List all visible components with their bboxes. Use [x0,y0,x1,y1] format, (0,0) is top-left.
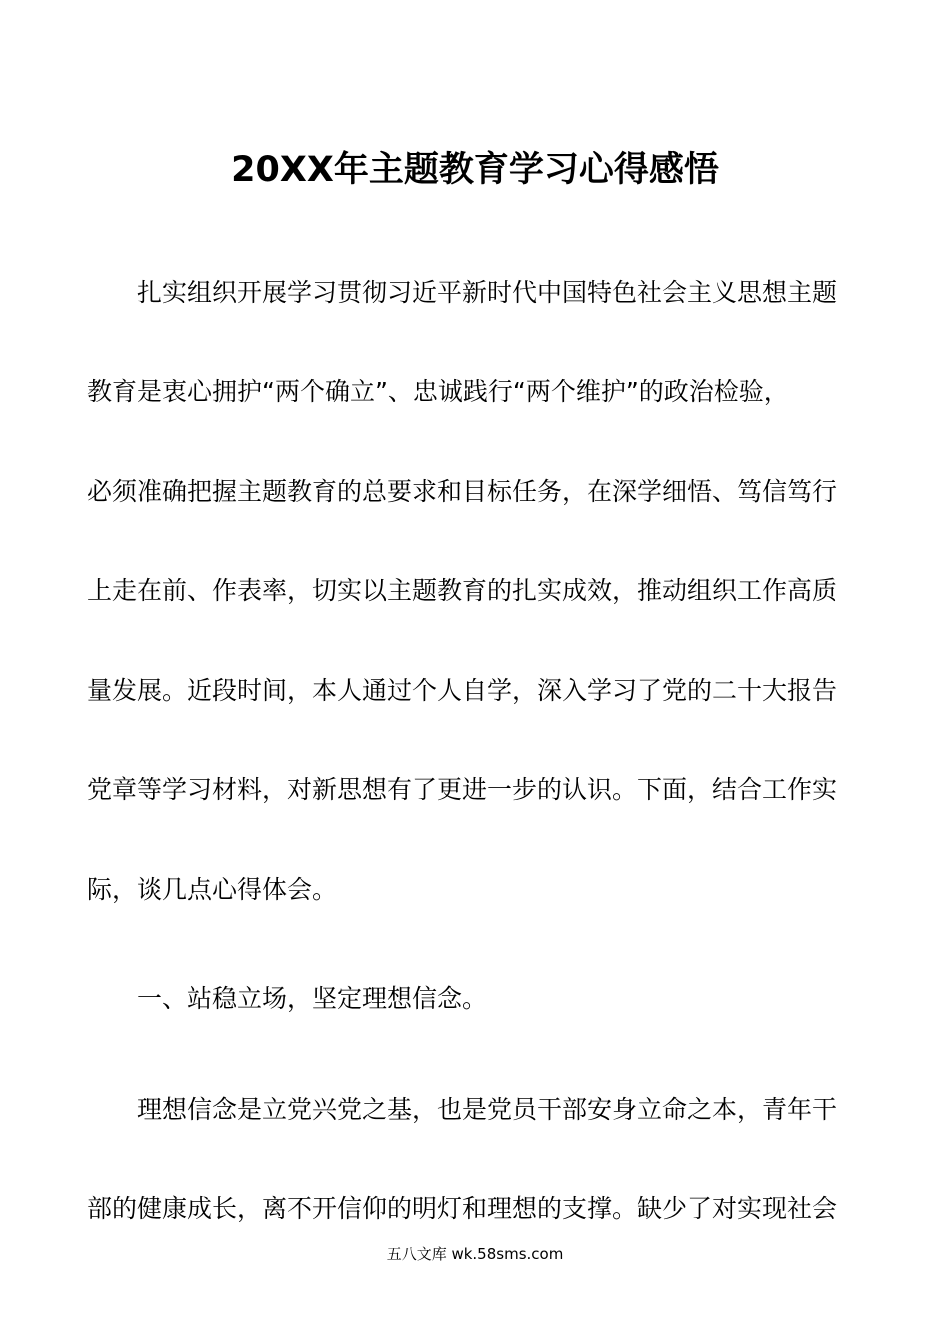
paragraph-line: 教育是衷心拥护“两个确立”、忠诚践行“两个维护”的政治检验， [87,377,789,406]
footer-watermark-text: 五八文库 wk.58sms.com [386,1245,564,1263]
section-heading: 一、站稳立场，坚定理想信念。 [137,984,488,1013]
paragraph-line: 扎实组织开展学习贯彻习近平新时代中国特色社会主义思想主题 [137,278,838,307]
paragraph-line: 上走在前、作表率，切实以主题教育的扎实成效，推动组织工作高质 [87,576,838,605]
paragraph-line: 量发展。近段时间，本人通过个人自学，深入学习了党的二十大报告 [87,676,838,705]
paragraph-line: 部的健康成长，离不开信仰的明灯和理想的支撑。缺少了对实现社会 [87,1194,838,1223]
paragraph-line: 必须准确把握主题教育的总要求和目标任务，在深学细悟、笃信笃行 [87,477,838,506]
paragraph-line: 理想信念是立党兴党之基，也是党员干部安身立命之本，青年干 [137,1095,838,1124]
document-title: 20XX年主题教育学习心得感悟 [231,150,719,190]
paragraph-line: 际，谈几点心得体会。 [87,875,338,904]
paragraph-line: 党章等学习材料，对新思想有了更进一步的认识。下面，结合工作实 [87,775,838,804]
